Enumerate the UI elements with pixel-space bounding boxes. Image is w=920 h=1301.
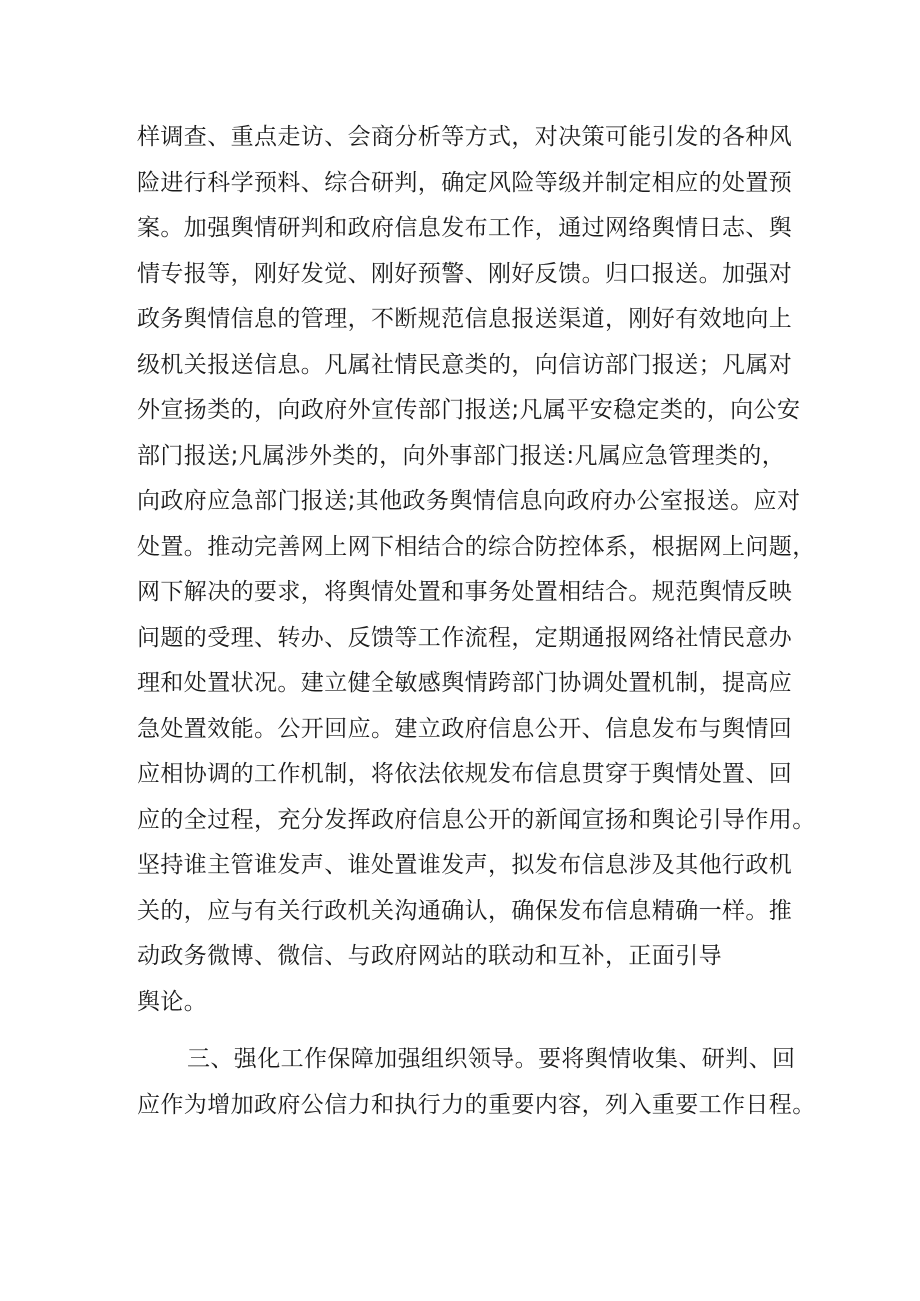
paragraph-gap (137, 1025, 817, 1037)
text-line: 政务舆情信息的管理，不断规范信息报送渠道，刚好有效地向上 (137, 306, 793, 332)
text-line: 部门报送;凡属涉外类的，向外事部门报送:凡属应急管理类的， (137, 442, 786, 469)
text-line: 理和处置状况。建立健全敏感舆情跨部门协调处置机制，提高应 (137, 670, 793, 696)
body-text (137, 115, 817, 1128)
text-line: 样调查、重点走访、会商分析等方式，对决策可能引发的各种风 (137, 124, 793, 150)
text-line: 险进行科学预料、综合研判，确定风险等级并制定相应的处置预 (137, 169, 793, 196)
text-line: 应作为增加政府公信力和执行力的重要内容，列入重要工作日程。 (137, 1091, 816, 1118)
text-line: 处置。推动完善网上网下相结合的综合防控体系，根据网上问题， (137, 533, 816, 560)
text-line: 动政务微博、微信、与政府网站的联动和互补，正面引导 (137, 943, 722, 969)
text-line: 情专报等，刚好发觉、刚好预警、刚好反馈。归口报送。加强对 (137, 260, 793, 287)
text-line: 外宣扬类的，向政府外宣传部门报送;凡属平安稳定类的，向公安 (137, 397, 801, 423)
text-line: 向政府应急部门报送;其他政务舆情信息向政府办公室报送。应对 (137, 488, 801, 514)
text-line: 急处置效能。公开回应。建立政府信息公开、信息发布与舆情回 (137, 715, 793, 742)
text-line: 级机关报送信息。凡属社情民意类的，向信访部门报送；凡属对 (137, 351, 793, 378)
text-line: 应的全过程，充分发挥政府信息公开的新闻宣扬和舆论引导作用。 (137, 806, 816, 833)
text-line: 坚持谁主管谁发声、谁处置谁发声，拟发布信息涉及其他行政机 (137, 852, 793, 878)
text-line: 案。加强舆情研判和政府信息发布工作，通过网络舆情日志、舆 (137, 215, 793, 241)
text-line: 网下解决的要求，将舆情处置和事务处置相结合。规范舆情反映 (137, 579, 793, 605)
text-line: 舆论。 (137, 988, 208, 1015)
paragraph-1 (137, 115, 817, 1025)
text-line: 问题的受理、转办、反馈等工作流程，定期通报网络社情民意办 (137, 624, 793, 651)
text-line: 应相协调的工作机制，将依法依规发布信息贯穿于舆情处置、回 (137, 761, 793, 787)
text-line: 三、强化工作保障加强组织领导。要将舆情收集、研判、回 (187, 1046, 796, 1072)
paragraph-2 (137, 1037, 817, 1128)
text-line: 关的，应与有关行政机关沟通确认，确保发布信息精确一样。推 (137, 897, 793, 924)
